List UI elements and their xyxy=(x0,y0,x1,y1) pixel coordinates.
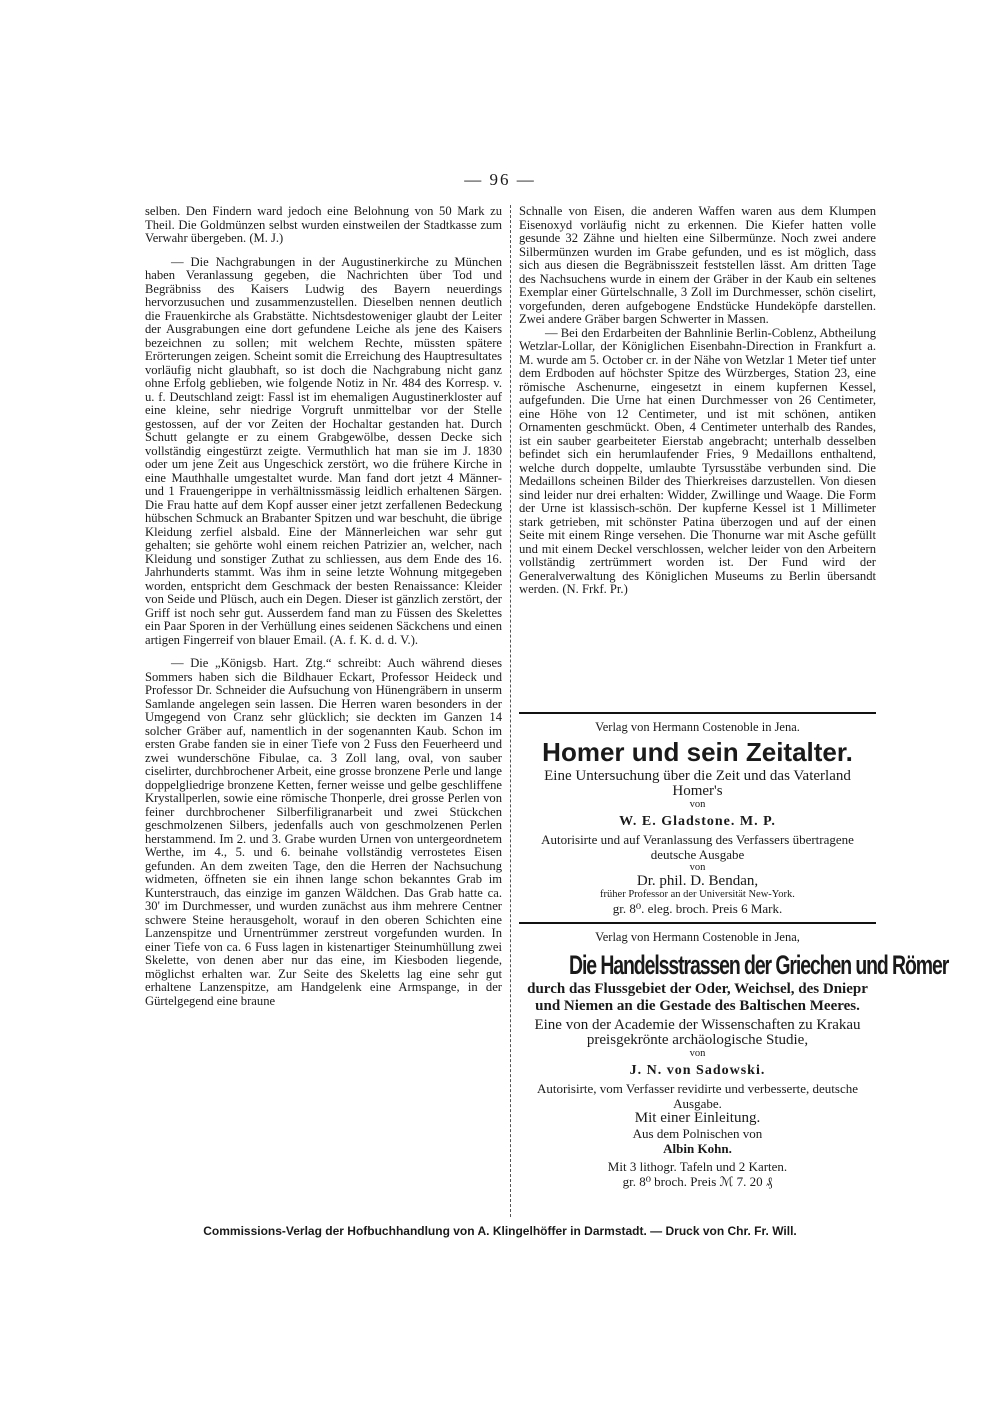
footer-imprint: Commissions-Verlag der Hofbuchhandlung von A. Klingelhöffer in Darmstadt. — Druck von Chr. Fr. Will. xyxy=(203,1224,797,1238)
ad-translated: Aus dem Polnischen von xyxy=(632,1126,763,1141)
ad-author: W. E. Gladstone. M. P. xyxy=(619,814,776,829)
ad-divider xyxy=(519,712,876,714)
ad-description: Eine von der Academie der Wissenschaften zu Krakau preisgekrönte archäologische Studie, xyxy=(534,1017,861,1048)
ad-divider xyxy=(519,922,876,924)
ad-translator-note: früher Professor an der Universität New-York. xyxy=(600,889,795,900)
right-column xyxy=(519,205,876,597)
ad-note: Autorisirte, vom Verfasser revidirte und verbesserte, deutsche Ausgabe. xyxy=(536,1081,859,1111)
ad-intro: Mit einer Einleitung. xyxy=(634,1110,761,1126)
ad-subtitle: durch das Flussgebiet der Oder, Weichsel, des Dniepr und Niemen an die Gestade des Baltischen Meeres. xyxy=(527,981,868,1014)
article-paragraph: — Bei den Erdarbeiten der Bahnlinie Berlin-Coblenz, Abtheilung Wetzlar-Lollar, der Königlichen Eisenbahn-Direction in Frankfurt a. M. wurde am 5. October cr. in der Nähe von Wetzlar 1 Meter tief unter dem Erdboden auf höchster Spitze des Würzberges, Station 23, eine römische Aschenurne, eingesetzt in einem kupfernen Kessel, aufgefunden. Die Urne hat einen Durchmesser von 26 Centimeter, eine Höhe von 12 Centimeter, und ist mit schönen, antiken Ornamenten geschmückt. Oben, 4 Centimeter unterhalb des Randes, ist ein sauber gearbeiteter Eierstab angebracht; unterhalb desselben befindet sich ein herumlaufender Fries, 9 Medaillons enthaltend, welche durch doppelte, umlaubte Tyrsusstäbe verbunden sind. Die Medaillons scheinen Bilder des Thierkreises darzustellen. Von diesen sind leider nur drei erhalten: Widder, Zwillinge und Waage. Die Form der Urne ist klassisch-schön. Der kupferne Kessel ist 1 Millimeter stark getrieben, mit schönster Patina überzogen und auf der einen Seite mit einem Ringe versehen. Die Thonurne war mit Asche gefüllt und mit einem Deckel verschlossen, welcher leider von den Arbeitern vollständig zertrümmert worden ist. Der Fund wird der Generalverwaltung des Königlichen Museums zu Berlin übersandt werden. (N. Frkf. Pr.) xyxy=(519,325,876,596)
article-paragraph: Schnalle von Eisen, die anderen Waffen waren aus dem Klumpen Eisenoxyd vorläufig nicht zu erkennen. Die Kiefer hatten volle gesunde 32 Zähne und hielten eine Silbermünze. Noch zwei andere Silbermünzen wurden im Grabe gefunden, und es ist möglich, dass sich aus diesen die Begräbnisszeit feststellen lässt. Am dritten Tage des Nachsuchens wurde in einem der Gräber in der Kaub ein seltenes Exemplar einer Gürtelschnalle, 3 Zoll im Durchmesser, schön ciselirt, vorgefunden, deren aufgebogene Endstücke Hundeköpfe darstellen. Zwei andere Gräber bargen Schwerter in Massen. xyxy=(519,204,876,326)
article-paragraph: selben. Den Findern ward jedoch eine Belohnung von 50 Mark zu Theil. Die Goldmünzen selbst wurden einstweilen der Stadtkasse zum Verwahr übergeben. (M. J.) xyxy=(145,204,502,245)
ad-homer xyxy=(519,720,876,916)
ad-translator: Dr. phil. D. Bendan, xyxy=(636,873,759,889)
ad-price: gr. 8⁰ broch. Preis ℳ 7. 20 ₰ xyxy=(622,1174,773,1189)
ad-von: von xyxy=(689,799,706,810)
ad-translator: Albin Kohn. xyxy=(663,1141,732,1156)
ad-von: von xyxy=(689,862,706,873)
ad-handelsstrassen xyxy=(519,930,949,1189)
ad-plates: Mit 3 lithogr. Tafeln und 2 Karten. xyxy=(607,1159,788,1174)
ad-title: Homer und sein Zeitalter. xyxy=(542,737,853,767)
ad-author: J. N. von Sadowski. xyxy=(629,1063,766,1078)
ad-title: Die Handelsstrassen der Griechen und Römer xyxy=(568,950,949,980)
page-number: — 96 — xyxy=(464,170,536,189)
advertisements xyxy=(519,712,949,1189)
ad-von: von xyxy=(689,1048,706,1059)
ad-price: gr. 8⁰. eleg. broch. Preis 6 Mark. xyxy=(612,901,783,916)
article-paragraph: — Die „Königsb. Hart. Ztg.“ schreibt: Auch während dieses Sommers haben sich die Bildhauer Eckart, Professor Heideck und Professor Dr. Schneider die Aufsuchung von Hünengräbern in unserm Samlande angelegen sein lassen. Die Herren waren besonders in der Umgegend von Cranz sehr glücklich; sie deckten im Ganzen 14 solcher Gräber auf, namentlich in der sogenannten Kaub. Schon im ersten Grabe fanden sie in einer Tiefe von 2 Fuss den Feuerheerd und zwei wunderschöne Fibulae, ca. 3 Zoll lang, oval, von sauber ciselirter, durchbrochener Arbeit, eine grosse bronzene Perle und lange doppelgliedrige bronzene Ketten, ferner weisse und gelbe geschliffene Krystallperlen, sowie eine römische Thonperle, drei grosse Perlen von feiner durchbrochener Silberfiligranarbeit und zwei Stückchen geschmolzenen Silbers, jedenfalls auch von geschmolzenen Perlen herstammend. Im 2. und 3. Grabe wurden Urnen von untergeordnetem Werthe, im 4., 5. und 6. beinahe vollständig verrostetes Eisen gefunden. An dem zweiten Tage, den die Herren der Nachsuchung widmeten, öffneten sie ein ihnen lange schon bekanntes Grab im Kunterstrauch, das einzige im ganzen Wäldchen. Das Grab hatte ca. 30' im Durchmesser, und wurden zunächst aus ihm mehrere Centner schwere Steine herausgeholt, worauf in den oberen Schichten eine Lanzenspitze und Urnentrümmer zerstreut vorgefunden wurden. In einer Tiefe von ca. 6 Fuss lagen in kistenartiger Steinumhüllung zwei Skelette, von denen aber nur das eine, im Kiesboden liegende, möglichst erhalten war. Zur Seite des Skeletts lag eine sehr gut erhaltene Lanzenspitze, am Handgelenk eine Armspange, in der Gürtelgegend eine braune xyxy=(145,656,502,1008)
ad-subtitle: Eine Untersuchung über die Zeit und das Vaterland Homer's xyxy=(544,768,851,799)
article-paragraph: — Die Nachgrabungen in der Augustinerkirche zu München haben Veranlassung gegeben, die Nachrichten über Tod und Begräbniss des Kaisers Ludwig des Bayern neuerdings hervorzusuchen und zusammenzustellen. Dieselben nennen deutlich die Frauenkirche als Grabstätte. Nichtsdestoweniger glaubt der Leiter der Ausgrabungen eine dort gefundene Leiche als jene des Kaisers bezeichnen zu sollen; mit welchem Rechte, müssten spätere Erörterungen zeigen. Scheint somit die Erreichung des Hauptresultates vorläufig nicht glaubhaft, so ist doch die Nachgrabung nicht ganz ohne Erfolg geblieben, wie folgende Notiz in Nr. 484 des Korresp. v. u. f. Deutschland zeigt: Fassl ist im ehemaligen Augustinerkloster auf eine kleine, sehr niedrige Vorgruft unmittelbar vor der Stelle gestossen, auf der vor Zeiten der Hochaltar gestanden hat. Durch Schutt gelangte er zu einem Grabgewölbe, dessen Decke sich vollständig eingestürzt zeigte. Vermuthlich hat man sie im J. 1830 oder um jene Zeit aus Ungeschick zerstört, wo die frühere Kirche in eine Mauthhalle umgestaltet wurde. Man fand dort jetzt 4 Männer- und 1 Frauengerippe in verhältnissmässig leidlich erhaltenen Särgen. Die Frau hatte auf dem Kopf ausser einer jetzt zerfallenen Bedeckung hübschen Schmuck an Brabanter Spitzen und war beschuht, die übrige Kleidung zerfiel alsbald. Eine der Männerleichen war sehr gut gehalten; sie gehörte wohl einem reichen Patrizier an, welcher, nach Kleidung und sonstiger Zuthat zu schliessen, aus dem Ende des 16. Jahrhunderts stammt. Was ihm in seine letzte Wohnung mitgegeben worden, entspricht dem Geschmack der besten Renaissance: Kleider von Seide und Plüsch, auch ein Degen. Dieser ist gänzlich zerstört, der Griff ist noch sehr gut. Ausserdem fand man zu Füssen des Skelettes ein Paar Sporen in der Verhüllung eines seidenen Säckchens und einen artigen Fingerreif von blauer Email. (A. f. K. d. d. V.). xyxy=(145,254,502,647)
left-column xyxy=(145,205,502,1008)
column-divider xyxy=(510,205,511,1217)
ad-note: Autorisirte und auf Veranlassung des Verfassers übertragene deutsche Ausgabe xyxy=(541,832,854,862)
ad-publisher: Verlag von Hermann Costenoble in Jena, xyxy=(595,930,800,944)
ad-publisher: Verlag von Hermann Costenoble in Jena. xyxy=(595,720,800,734)
